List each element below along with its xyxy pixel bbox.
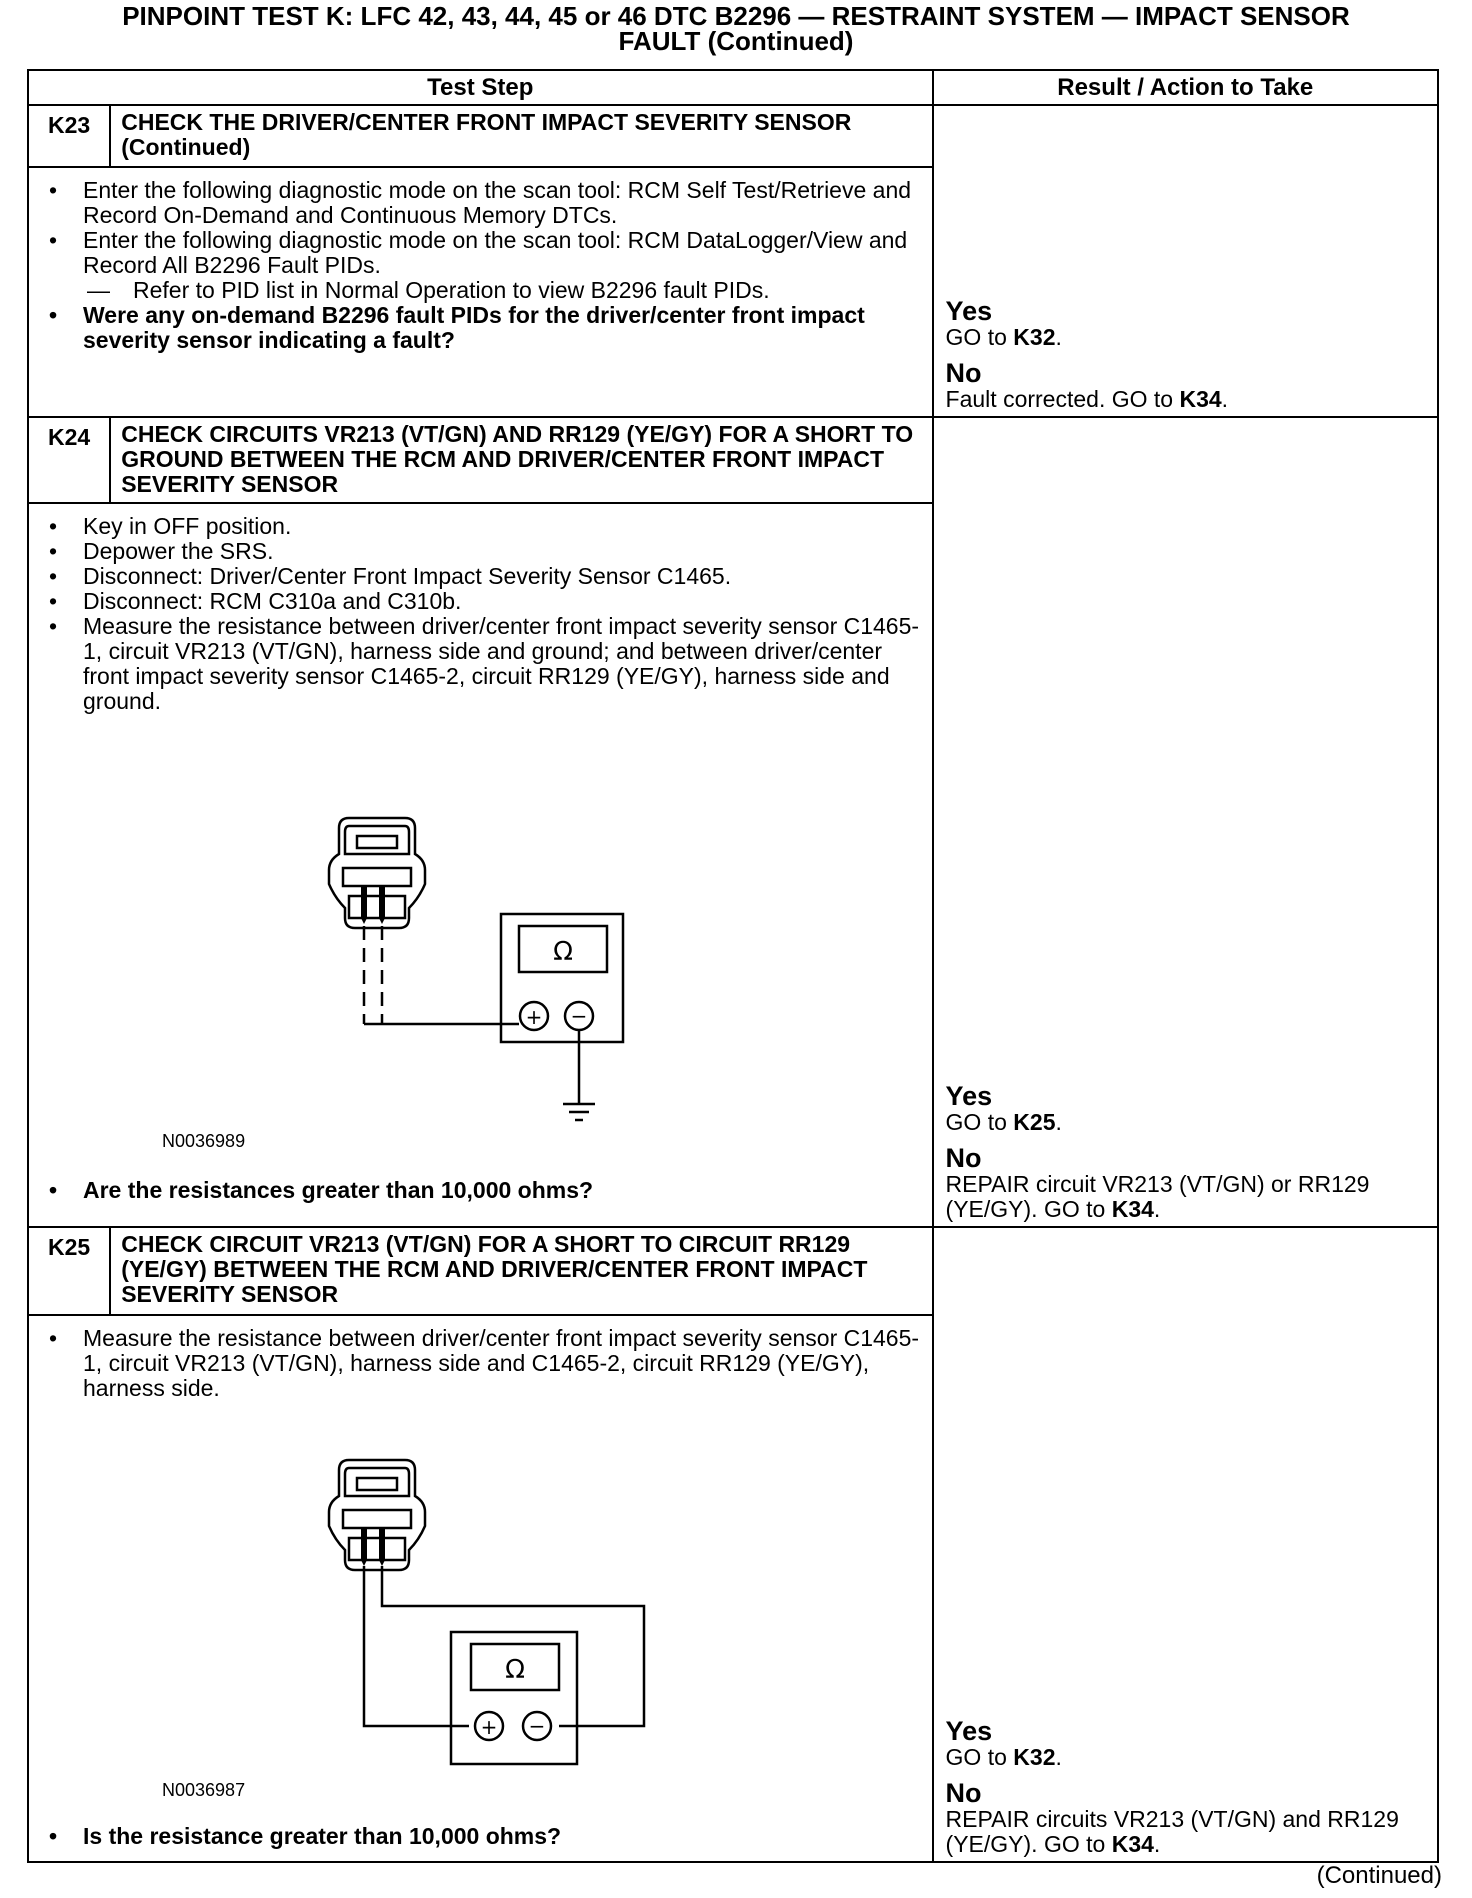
bullet-list-k25 bbox=[41, 1326, 920, 1401]
yes-target-k25: K32 bbox=[1013, 1744, 1056, 1770]
lead-vr213 bbox=[364, 1566, 469, 1726]
list-item: • Enter the following diagnostic mode on the scan tool: RCM DataLogger/View and Record All B2296 Fault PIDs. bbox=[41, 228, 920, 278]
yes-action-k25: GO to K32. bbox=[945, 1744, 1062, 1770]
table-header-row bbox=[28, 70, 1438, 105]
figure-id-k25: N0036987 bbox=[162, 1780, 246, 1800]
list-item: • Key in OFF position. bbox=[41, 514, 920, 539]
step-title-k25: CHECK CIRCUIT VR213 (VT/GN) FOR A SHORT TO CIRCUIT RR129 (YE/GY) BETWEEN THE RCM AND DRIVER/CENTER FRONT IMPACT SEVERITY SENSOR bbox=[110, 1227, 932, 1315]
result-box-k24 bbox=[946, 1083, 1429, 1222]
title-line-1: PINPOINT TEST K: LFC 42, 43, 44, 45 or 46 DTC B2296 — RESTRAINT SYSTEM — IMPACT SENSOR bbox=[122, 1, 1350, 31]
step-title-k24: CHECK CIRCUITS VR213 (VT/GN) AND RR129 (YE/GY) FOR A SHORT TO GROUND BETWEEN THE RCM AND DRIVER/CENTER FRONT IMPACT SEVERITY SENSOR bbox=[110, 417, 932, 503]
question-k24: • Are the resistances greater than 10,000 ohms? bbox=[41, 1178, 920, 1203]
list-item: • Depower the SRS. bbox=[41, 539, 920, 564]
no-label-k24: No bbox=[945, 1143, 982, 1173]
no-action-k25: REPAIR circuits VR213 (VT/GN) and RR129 (YE/GY). GO to K34. bbox=[945, 1806, 1399, 1857]
title-line-2: FAULT (Continued) bbox=[618, 26, 854, 56]
question-list-k23 bbox=[41, 303, 920, 353]
figure-id-k24: N0036989 bbox=[162, 1131, 246, 1151]
sub-item-k23: — Refer to PID list in Normal Operation to view B2296 fault PIDs. bbox=[41, 278, 920, 303]
step-id-k23: K23 bbox=[28, 105, 110, 167]
yes-label-k25: Yes bbox=[945, 1716, 993, 1746]
no-action-k23: Fault corrected. GO to K34. bbox=[945, 386, 1229, 412]
question-k23: • Were any on-demand B2296 fault PIDs for the driver/center front impact severity sensor indicating a fault? bbox=[41, 303, 920, 353]
minus-sign: − bbox=[570, 1004, 588, 1028]
header-result: Result / Action to Take bbox=[933, 70, 1438, 105]
list-item: • Measure the resistance between driver/center front impact severity sensor C1465-1, circuit VR213 (VT/GN), harness side and ground; and between driver/center front impact severity sensor C1465-2, circuit RR129 (YE/GY), harness side and ground. bbox=[41, 614, 920, 714]
result-k24 bbox=[933, 417, 1438, 1227]
result-k25 bbox=[933, 1227, 1438, 1862]
page-title bbox=[0, 1, 1472, 56]
plus-sign: + bbox=[480, 1715, 498, 1739]
step-title-k23: CHECK THE DRIVER/CENTER FRONT IMPACT SEVERITY SENSOR (Continued) bbox=[110, 105, 932, 167]
yes-action-k23: GO to K32. bbox=[945, 324, 1062, 350]
list-item: • Measure the resistance between driver/center front impact severity sensor C1465-1, circuit VR213 (VT/GN), harness side and C1465-2, circuit RR129 (YE/GY), harness side. bbox=[41, 1326, 920, 1401]
list-item: • Disconnect: RCM C310a and C310b. bbox=[41, 589, 920, 614]
no-label-k23: No bbox=[945, 358, 982, 388]
list-item: • Enter the following diagnostic mode on the scan tool: RCM Self Test/Retrieve and Record On-Demand and Continuous Memory DTCs. bbox=[41, 178, 920, 228]
step-title-row-k25 bbox=[28, 1227, 1438, 1315]
list-item: • Disconnect: Driver/Center Front Impact Severity Sensor C1465. bbox=[41, 564, 920, 589]
header-test-step: Test Step bbox=[28, 70, 933, 105]
ohm-symbol: Ω bbox=[505, 1655, 525, 1685]
step-id-k24: K24 bbox=[28, 417, 110, 503]
result-box-k23 bbox=[946, 298, 1429, 412]
continued-label: (Continued) bbox=[1316, 1862, 1442, 1889]
no-target-k23: K34 bbox=[1179, 386, 1222, 412]
yes-label-k23: Yes bbox=[945, 296, 993, 326]
yes-target-k24: K25 bbox=[1013, 1109, 1056, 1135]
ohmmeter-ground-diagram bbox=[309, 814, 649, 1134]
no-label-k25: No bbox=[945, 1778, 982, 1808]
step-body-k23 bbox=[28, 167, 933, 417]
step-id-k25: K25 bbox=[28, 1227, 110, 1315]
question-k25: • Is the resistance greater than 10,000 ohms? bbox=[41, 1824, 920, 1849]
pinpoint-test-table bbox=[27, 69, 1439, 1863]
step-body-k24 bbox=[28, 503, 933, 1227]
yes-label-k24: Yes bbox=[945, 1081, 993, 1111]
bullet-list-k23 bbox=[41, 178, 920, 278]
result-box-k25 bbox=[946, 1718, 1429, 1857]
no-action-k24: REPAIR circuit VR213 (VT/GN) or RR129 (YE/GY). GO to K34. bbox=[945, 1171, 1370, 1222]
step-body-k25 bbox=[28, 1315, 933, 1862]
yes-action-k24: GO to K25. bbox=[945, 1109, 1062, 1135]
no-target-k24: K34 bbox=[1111, 1196, 1154, 1222]
plus-sign: + bbox=[525, 1005, 543, 1029]
result-k23 bbox=[933, 105, 1438, 417]
ohmmeter-short-diagram bbox=[309, 1456, 669, 1766]
step-title-row-k23 bbox=[28, 105, 1438, 167]
ohm-symbol: Ω bbox=[553, 937, 573, 967]
step-title-row-k24 bbox=[28, 417, 1438, 503]
no-target-k25: K34 bbox=[1111, 1831, 1154, 1857]
lead-rr129 bbox=[382, 1566, 644, 1726]
minus-sign: − bbox=[528, 1714, 546, 1738]
bullet-list-k24 bbox=[41, 514, 920, 714]
yes-target-k23: K32 bbox=[1013, 324, 1056, 350]
